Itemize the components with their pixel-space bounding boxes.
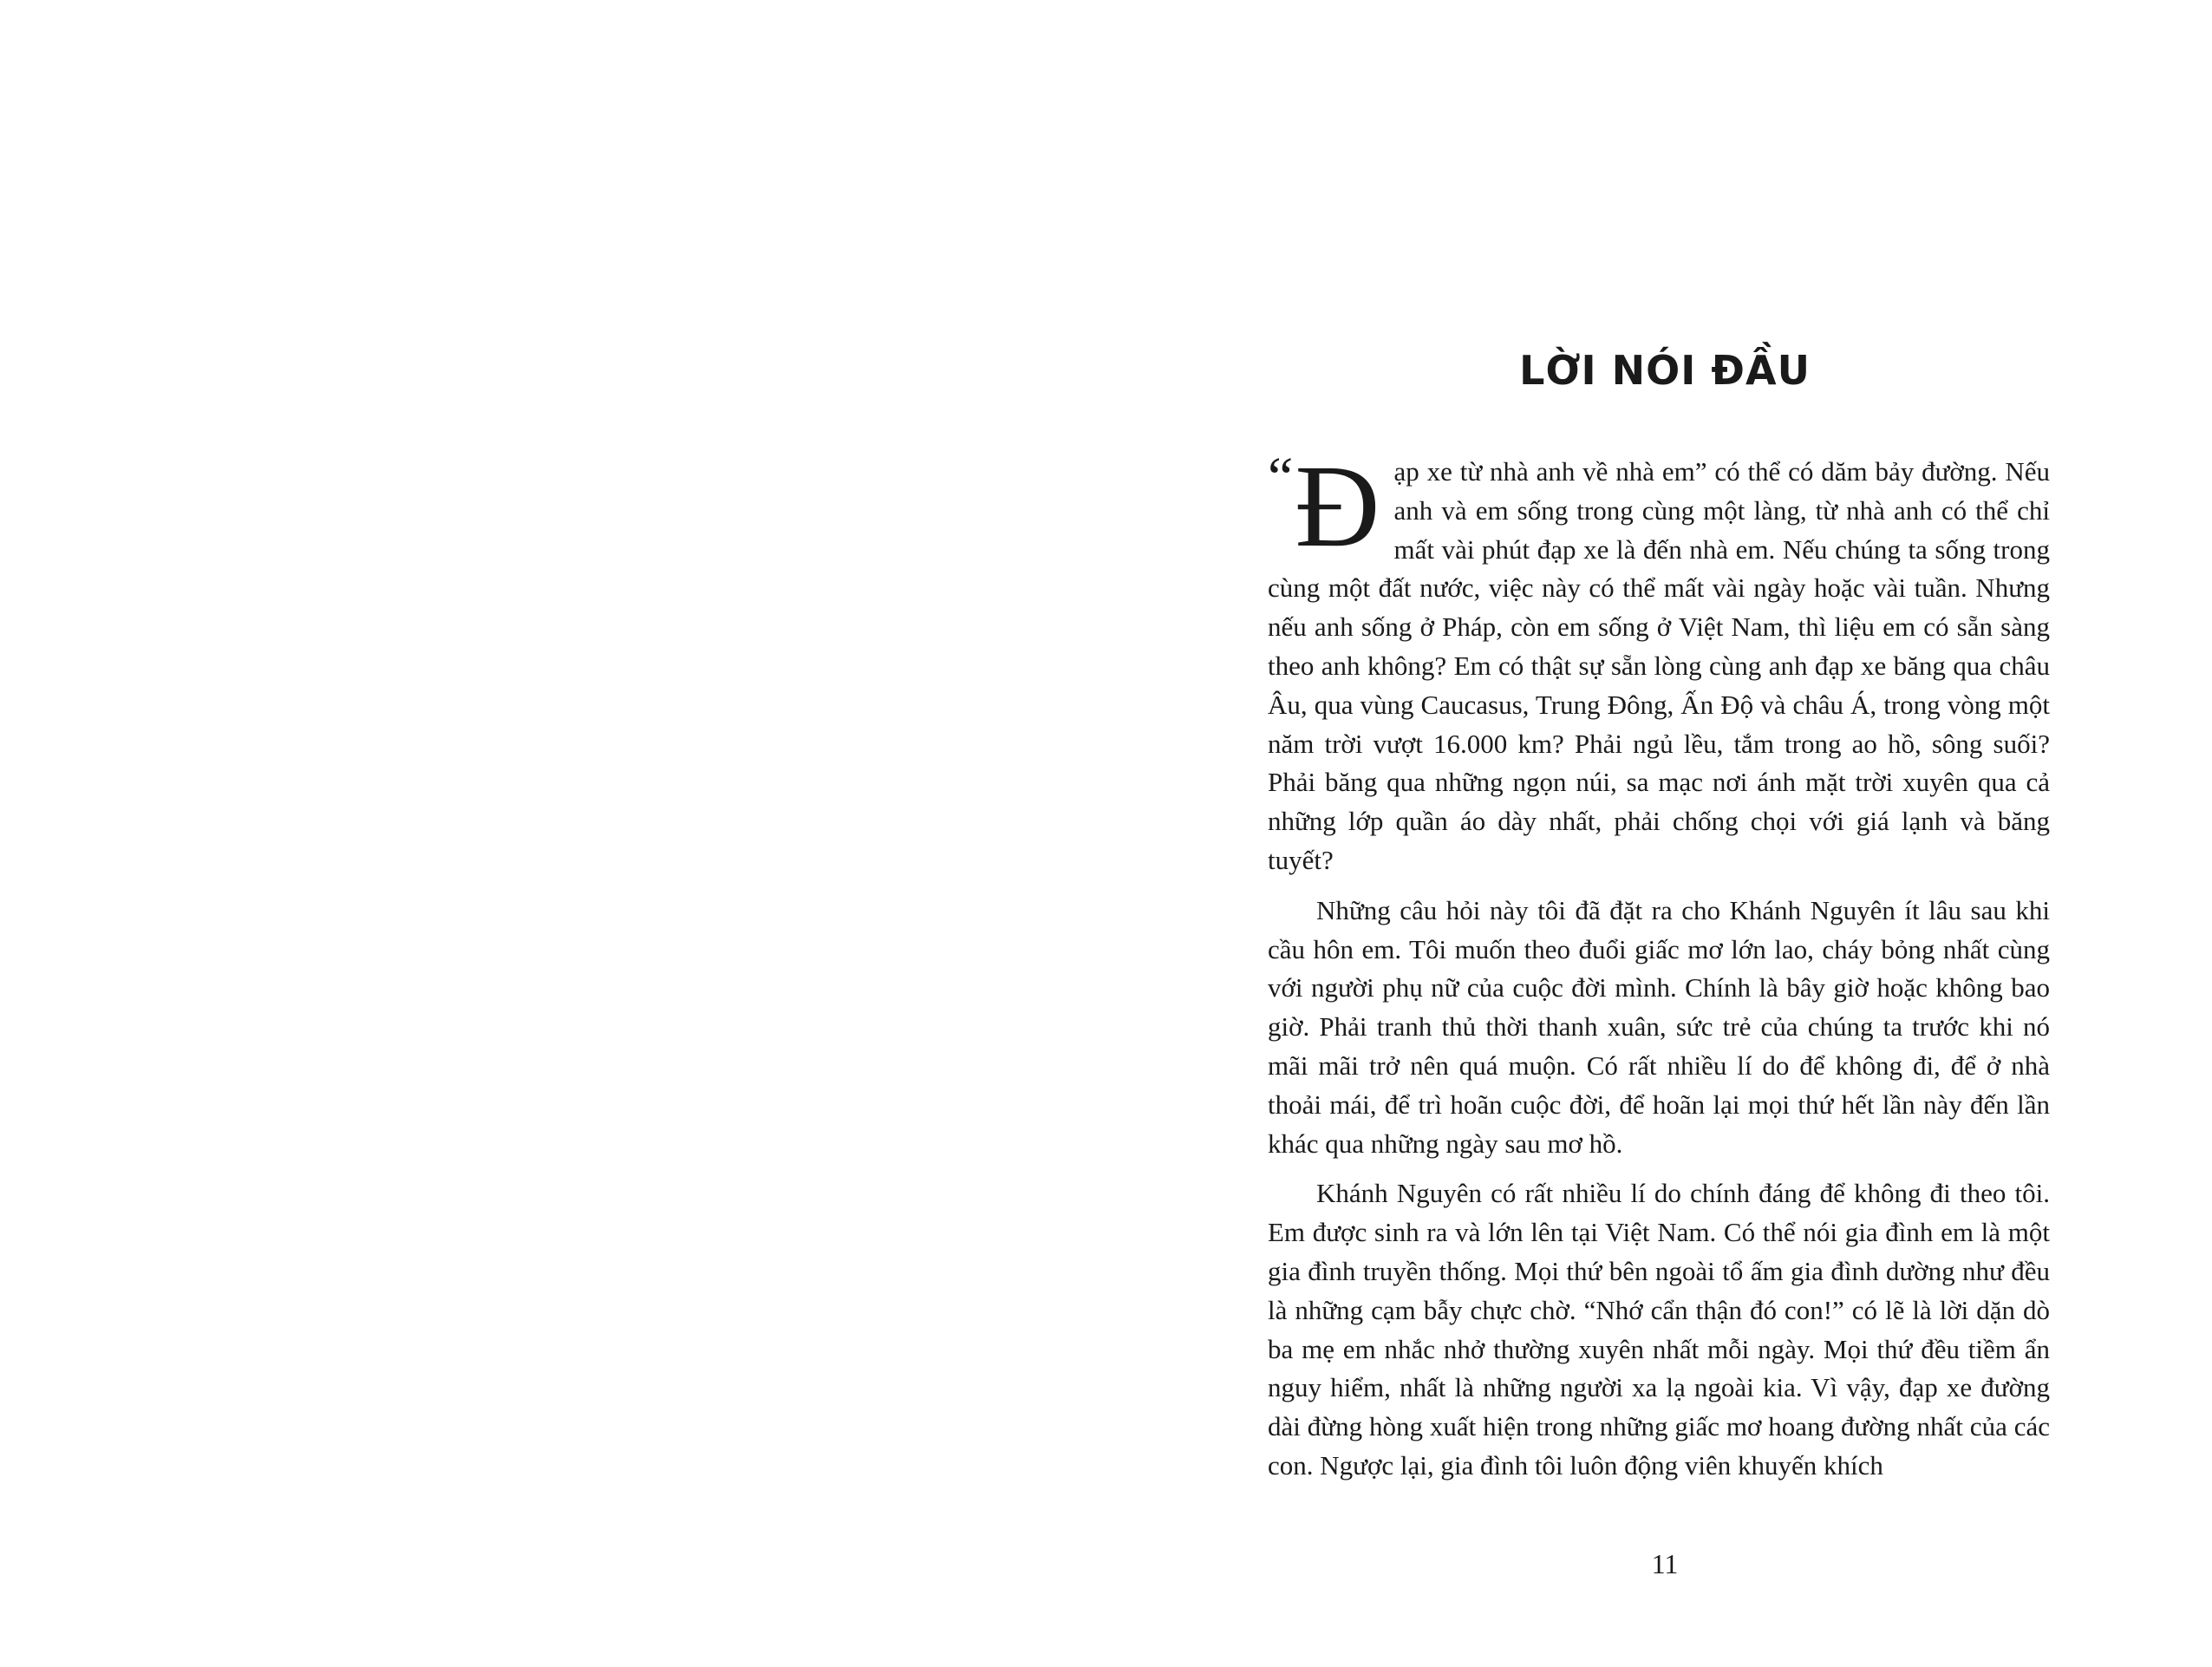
drop-cap (1268, 441, 1380, 572)
page-number: 11 (1651, 1548, 1679, 1579)
paragraph-3: Khánh Nguyên có rất nhiều lí do chính đáng để không đi theo tôi. Em được sinh ra và lớn lên tại Việt Nam. Có thể nói gia đình em là một gia đình truyền thống. Mọi thứ bên ngoài tổ ấm gia đình dường như đều là những cạm bẫy chực chờ. “Nhớ cẩn thận đó con!” có lẽ là lời dặn dò ba mẹ em nhắc nhở thường xuyên nhất mỗi ngày. Mọi thứ đều tiềm ẩn nguy hiểm, nhất là những người xa lạ ngoài kia. Vì vậy, đạp xe đường dài đừng hòng xuất hiện trong những giấc mơ hoang đường nhất của các con. Ngược lại, gia đình tôi luôn động viên khuyến khích (1268, 1178, 2050, 1481)
body-text (1268, 441, 2050, 1486)
paragraph-1 (1268, 441, 2050, 880)
opening-quote-mark: “ (1268, 446, 1294, 509)
paragraph-1-text: ạp xe từ nhà anh về nhà em” có thể có dăm bảy đường. Nếu anh và em sống trong cùng một làng, từ nhà anh có thể chỉ mất vài phút đạp xe là đến nhà em. Nếu chúng ta sống trong cùng một đất nước, việc này có thể mất vài ngày hoặc vài tuần. Nhưng nếu anh sống ở Pháp, còn em sống ở Việt Nam, thì liệu em có sẵn sàng theo anh không? Em có thật sự sẵn lòng cùng anh đạp xe băng qua châu Âu, qua vùng Caucasus, Trung Đông, Ấn Độ và châu Á, trong vòng một năm trời vượt 16.000 km? Phải ngủ lều, tắm trong ao hồ, sông suối? Phải băng qua những ngọn núi, sa mạc nơi ánh mặt trời xuyên qua cả những lớp quần áo dày nhất, phải chống chọi với giá lạnh và băng tuyết? (1268, 456, 2050, 875)
drop-cap-letter: Đ (1295, 441, 1380, 572)
chapter-title: LỜI NÓI ĐẦU (1519, 347, 1811, 394)
paragraph-2: Những câu hỏi này tôi đã đặt ra cho Khánh Nguyên ít lâu sau khi cầu hôn em. Tôi muốn theo đuổi giấc mơ lớn lao, cháy bỏng nhất cùng với người phụ nữ của cuộc đời mình. Chính là bây giờ hoặc không bao giờ. Phải tranh thủ thời thanh xuân, sức trẻ của chúng ta trước khi nó mãi mãi trở nên quá muộn. Có rất nhiều lí do để không đi, để ở nhà thoải mái, để trì hoãn cuộc đời, để hoãn lại mọi thứ hết lần này đến lần khác qua những ngày sau mơ hồ. (1268, 894, 2050, 1159)
